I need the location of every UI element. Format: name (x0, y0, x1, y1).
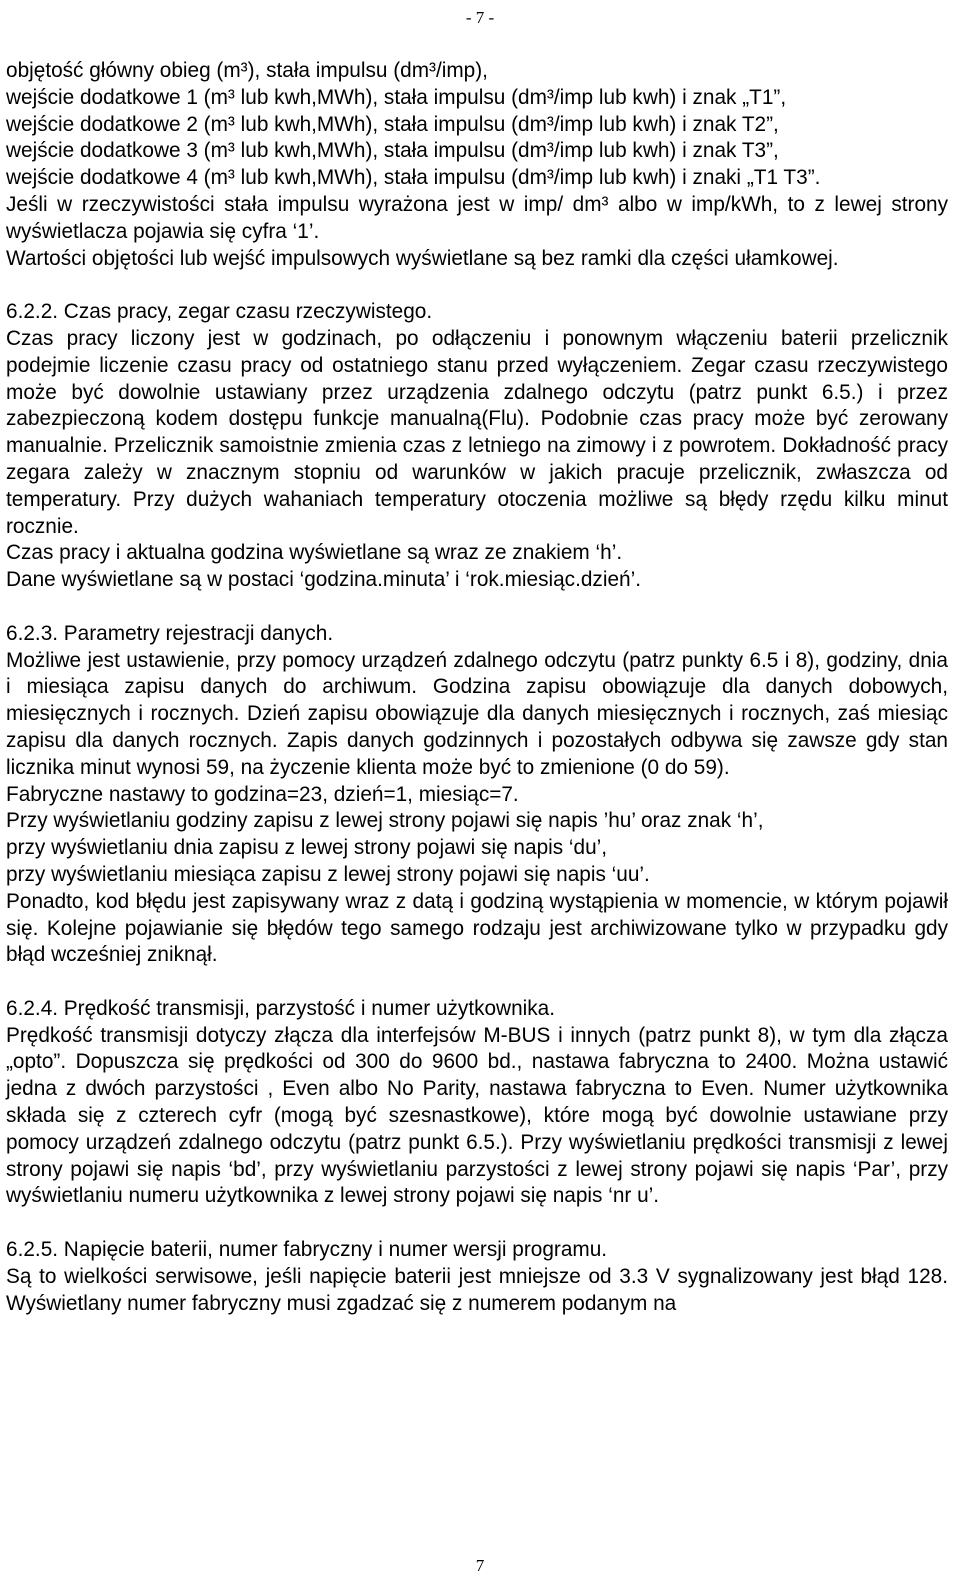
page-header: - 7 - (465, 8, 495, 27)
text-line: Przy wyświetlaniu godziny zapisu z lewej strony pojawi się napis ’hu’ oraz znak ‘h’, (6, 809, 764, 833)
document-body (6, 58, 948, 1317)
section-heading: 6.2.2. Czas pracy, zegar czasu rzeczywistego. (6, 300, 433, 324)
paragraph: Wartości objętości lub wejść impulsowych wyświetlane są bez ramki dla części ułamkowej. (6, 246, 839, 270)
section-heading: 6.2.4. Prędkość transmisji, parzystość i numer użytkownika. (6, 996, 556, 1020)
paragraph: Ponadto, kod błędu jest zapisywany wraz z datą i godziną wystąpienia w momencie, w którym pojawił się. Kolejne pojawianie się błędów tego samego rodzaju jest archiwizowane tylko w przypadku gdy błąd wcześniej zniknął. (6, 889, 948, 967)
text-line: Fabryczne nastawy to godzina=23, dzień=1, miesiąc=7. (6, 782, 519, 806)
text-line: Dane wyświetlane są w postaci ‘godzina.minuta’ i ‘rok.miesiąc.dzień’. (6, 568, 641, 592)
section-heading: 6.2.5. Napięcie baterii, numer fabryczny i numer wersji programu. (6, 1238, 608, 1262)
section-heading: 6.2.3. Parametry rejestracji danych. (6, 621, 334, 645)
text-line: przy wyświetlaniu miesiąca zapisu z lewej strony pojawi się napis ‘uu’. (6, 862, 650, 886)
spacer (6, 272, 948, 299)
page-number: 7 (475, 1556, 485, 1575)
paragraph: Możliwe jest ustawienie, przy pomocy urządzeń zdalnego odczytu (patrz punkty 6.5 i 8), godziny, dnia i miesiąca zapisu danych do archiwum. Godzina zapisu obowiązuje dla danych dobowych, miesięcznych i rocznych. Dzień zapisu obowiązuje dla danych miesięcznych i rocznych, zaś miesiąc zapisu dla danych rocznych. Zapis danych godzinnych i pozostałych odbywa się zawsze gdy stan licznika minut wynosi 59, na życzenie klienta może być to zmienione (0 do 59). (6, 648, 948, 779)
paragraph: Jeśli w rzeczywistości stała impulsu wyrażona jest w imp/ dm³ albo w imp/kWh, to z lewej strony wyświetlacza pojawia się cyfra ‘1’. (6, 192, 948, 243)
paragraph: Są to wielkości serwisowe, jeśli napięcie baterii jest mniejsze od 3.3 V sygnalizowany jest błąd 128. Wyświetlany numer fabryczny musi zgadzać się z numerem podanym na (6, 1264, 948, 1315)
text-line: objętość główny obieg (m³), stała impulsu (dm³/imp), (6, 59, 488, 82)
text-line: wejście dodatkowe 3 (m³ lub kwh,MWh), stała impulsu (dm³/imp lub kwh) i znak T3”, (6, 139, 779, 163)
text-line: wejście dodatkowe 2 (m³ lub kwh,MWh), stała impulsu (dm³/imp lub kwh) i znak T2”, (6, 112, 779, 136)
spacer (6, 1210, 948, 1237)
text-line: wejście dodatkowe 4 (m³ lub kwh,MWh), stała impulsu (dm³/imp lub kwh) i znaki „T1 T3”. (6, 166, 821, 190)
text-line: wejście dodatkowe 1 (m³ lub kwh,MWh), stała impulsu (dm³/imp lub kwh) i znak „T1”, (6, 85, 787, 109)
paragraph: Prędkość transmisji dotyczy złącza dla interfejsów M-BUS i innych (patrz punkt 8), w tym dla złącza „opto”. Dopuszcza się prędkości od 300 do 9600 bd., nastawa fabryczna to 2400. Można ustawić jedna z dwóch parzystości , Even albo No Parity, nastawa fabryczna to Even. Numer użytkownika składa się z czterech cyfr (mogą być szesnastkowe), które mogą być dowolnie ustawiane przy pomocy urządzeń zdalnego odczytu (patrz punkt 6.5.). Przy wyświetlaniu prędkości transmisji z lewej strony pojawi się napis ‘bd’, przy wyświetlaniu parzystości z lewej strony pojawi się napis ‘Par’, przy wyświetlaniu numeru użytkownika z lewej strony pojawi się napis ‘nr u’. (6, 1023, 948, 1208)
paragraph: Czas pracy liczony jest w godzinach, po odłączeniu i ponownym włączeniu baterii przelicznik podejmie liczenie czasu pracy od ostatniego stanu przed wyłączeniem. Zegar czasu rzeczywistego może być dowolnie ustawiany przez urządzenia zdalnego odczytu (patrz punkt 6.5.) i przez zabezpieczoną kodem dostępu funkcje manualną(Flu). Podobnie czas pracy może być zerowany manualnie. Przelicznik samoistnie zmienia czas z letniego na zimowy i z powrotem. Dokładność pracy zegara zależy w znacznym stopniu od warunków w jakich pracuje przelicznik, zwłaszcza od temperatury. Przy dużych wahaniach temperatury otoczenia możliwe są błędy rzędu kilku minut rocznie. (6, 326, 948, 538)
spacer (6, 594, 948, 621)
text-line: Czas pracy i aktualna godzina wyświetlane są wraz ze znakiem ‘h’. (6, 541, 623, 565)
spacer (6, 969, 948, 996)
text-line: przy wyświetlaniu dnia zapisu z lewej strony pojawi się napis ‘du’, (6, 836, 608, 860)
